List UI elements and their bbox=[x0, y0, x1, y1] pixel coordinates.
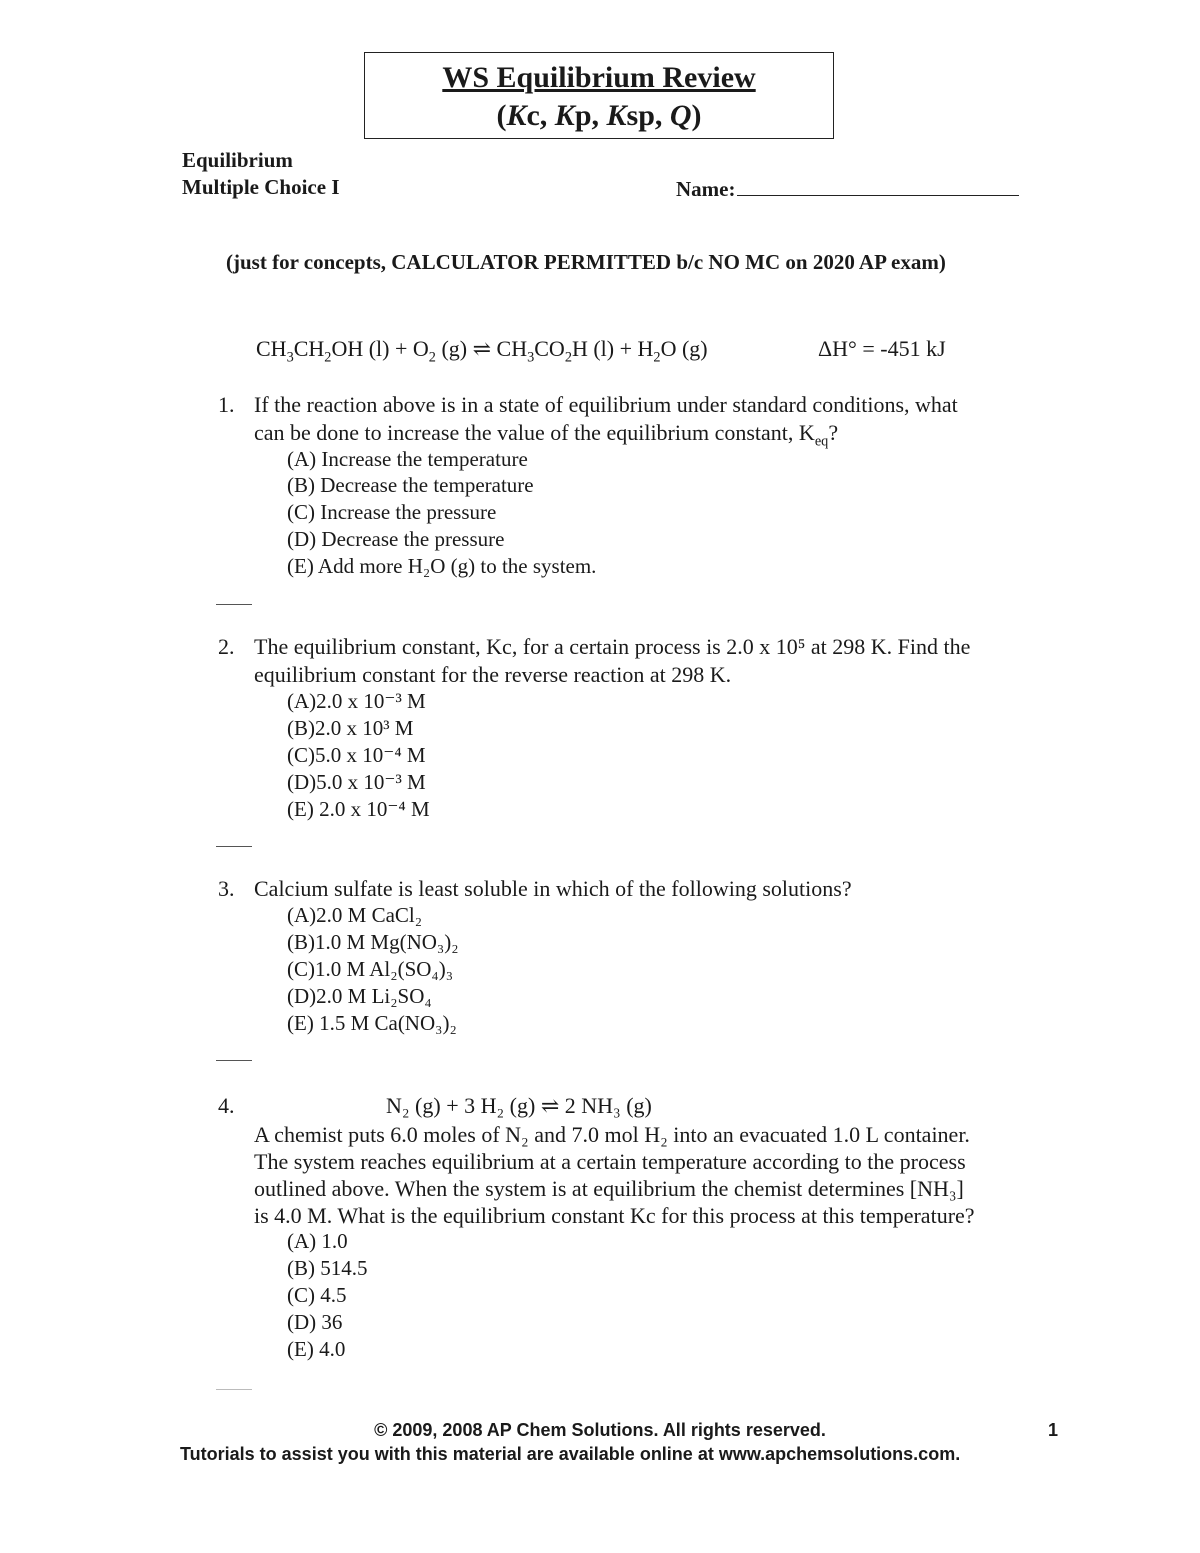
reaction-equation: $CH_3CH_2OH$ $(l) + O_2$ (g) ⇌ $CH_3CO_2H$ $(l) + H_2O$ (g) bbox=[256, 336, 708, 366]
question-1-option-b: (B) Decrease the temperature bbox=[287, 473, 534, 497]
question-2-option-b: (B)2.0 x 10³ M bbox=[287, 716, 414, 740]
copyright-text: © 2009, 2008 AP Chem Solutions. All rights reserved. bbox=[374, 1420, 826, 1440]
question-1-option-d: (D) Decrease the pressure bbox=[287, 527, 505, 551]
worksheet-title: WS Equilibrium Review bbox=[442, 61, 756, 94]
topic-label: Equilibrium bbox=[182, 148, 293, 172]
question-2-text-line1: The equilibrium constant, Kc, for a certain process is 2.0 x 10⁵ at 298 K. Find the bbox=[254, 634, 971, 659]
page-number: 1 bbox=[1048, 1420, 1059, 1440]
question-2-option-c: (C)5.0 x 10⁻⁴ M bbox=[287, 743, 426, 767]
question-4-option-d: (D) 36 bbox=[287, 1310, 343, 1334]
question-4-option-b: (B) 514.5 bbox=[287, 1256, 368, 1280]
answer-blank-1[interactable] bbox=[216, 604, 252, 605]
footer-copyright bbox=[0, 1420, 1200, 1441]
question-4-text-line2: The system reaches equilibrium at a certain temperature according to the process bbox=[254, 1149, 966, 1174]
question-1-number: 1. bbox=[218, 392, 235, 417]
question-1-text-line1: If the reaction above is in a state of equilibrium under standard conditions, what bbox=[254, 392, 958, 417]
question-1-text-line2: can be done to increase the value of the equilibrium constant, $K_{eq}$? bbox=[254, 420, 839, 450]
footer-tutorials: Tutorials to assist you with this material are available online at www.apchemsolutions.com. bbox=[180, 1444, 961, 1464]
question-3-option-a: (A)2.0 M CaCl₂ bbox=[287, 903, 423, 927]
name-blank-line[interactable] bbox=[737, 175, 1019, 196]
question-3-number: 3. bbox=[218, 876, 235, 901]
enthalpy-value: ΔH° = -451 kJ bbox=[818, 336, 946, 361]
name-label: Name: bbox=[676, 177, 736, 201]
question-1-option-a: (A) Increase the temperature bbox=[287, 447, 528, 471]
question-4-text-line3: outlined above. When the system is at equilibrium the chemist determines [NH₃] bbox=[254, 1176, 964, 1201]
calculator-note: (just for concepts, CALCULATOR PERMITTED b/c NO MC on 2020 AP exam) bbox=[226, 250, 946, 274]
question-3-option-b: (B)1.0 M Mg(NO₃)₂ bbox=[287, 930, 459, 954]
name-field[interactable] bbox=[676, 175, 1019, 202]
question-4-text-line4: is 4.0 M. What is the equilibrium constant Kc for this process at this temperature? bbox=[254, 1203, 975, 1228]
question-2-option-e: (E) 2.0 x 10⁻⁴ M bbox=[287, 797, 430, 821]
question-2-option-d: (D)5.0 x 10⁻³ M bbox=[287, 770, 426, 794]
answer-blank-4[interactable] bbox=[216, 1389, 252, 1390]
question-1-option-c: (C) Increase the pressure bbox=[287, 500, 497, 524]
question-2-number: 2. bbox=[218, 634, 235, 659]
question-4-option-a: (A) 1.0 bbox=[287, 1229, 348, 1253]
question-4-number: 4. bbox=[218, 1093, 235, 1118]
question-4-option-c: (C) 4.5 bbox=[287, 1283, 347, 1307]
question-3-option-c: (C)1.0 M Al₂(SO₄)₃ bbox=[287, 957, 454, 981]
worksheet-subtitle: (Kc, Kp, Ksp, Q) bbox=[496, 99, 702, 132]
section-label: Multiple Choice I bbox=[182, 175, 340, 199]
question-4-text-line1: A chemist puts 6.0 moles of N₂ and 7.0 mol H₂ into an evacuated 1.0 L container. bbox=[254, 1122, 970, 1147]
question-2-text-line2: equilibrium constant for the reverse reaction at 298 K. bbox=[254, 662, 732, 687]
question-4-equation: N₂ (g) + 3 H₂ (g) ⇌ 2 NH₃ (g) bbox=[386, 1093, 652, 1118]
question-3-option-d: (D)2.0 M Li₂SO₄ bbox=[287, 984, 432, 1008]
question-2-option-a: (A)2.0 x 10⁻³ M bbox=[287, 689, 426, 713]
question-3-option-e: (E) 1.5 M Ca(NO₃)₂ bbox=[287, 1011, 457, 1035]
answer-blank-3[interactable] bbox=[216, 1060, 252, 1061]
question-3-text-line1: Calcium sulfate is least soluble in which of the following solutions? bbox=[254, 876, 852, 901]
title-box bbox=[364, 52, 834, 139]
answer-blank-2[interactable] bbox=[216, 846, 252, 847]
question-4-option-e: (E) 4.0 bbox=[287, 1337, 346, 1361]
question-1-option-e: (E) Add more H₂O (g) to the system. bbox=[287, 554, 597, 578]
